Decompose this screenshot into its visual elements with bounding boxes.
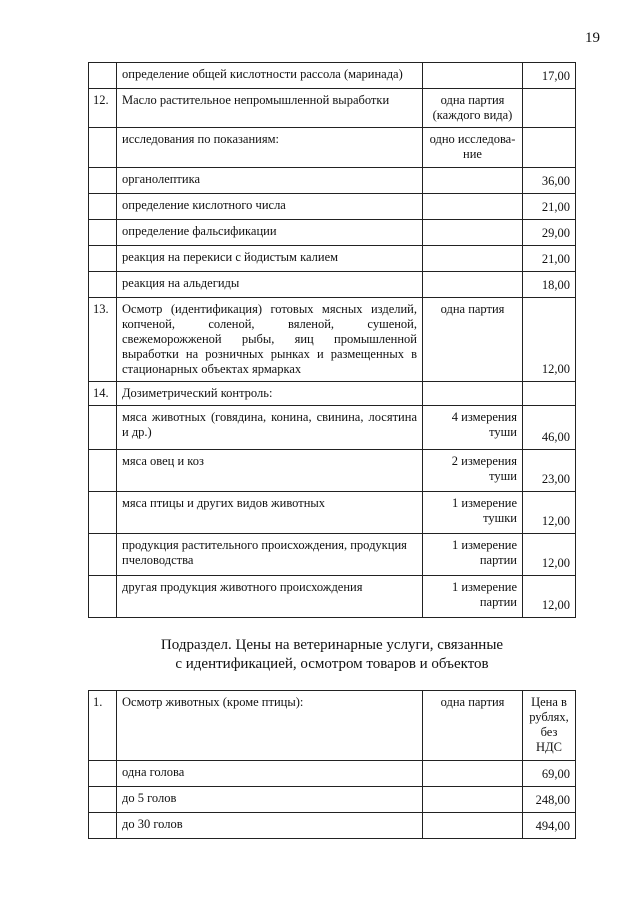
row-description: мяса птицы и других видов животных [117,492,423,534]
row-number [89,272,117,298]
row-number [89,246,117,272]
table-row [89,761,576,787]
row-description: до 30 голов [117,813,423,839]
row-description: другая продукция животного происхождения [117,576,423,618]
row-number [89,220,117,246]
row-unit [423,63,523,89]
row-number [89,406,117,450]
row-description: Дозиметрический контроль: [117,382,423,406]
row-unit: 1 измерение партии [423,576,523,618]
price-table-main [88,62,576,618]
table-row [89,63,576,89]
row-description: Масло растительное непромышленной выработки [117,89,423,128]
row-price: 36,00 [523,168,576,194]
row-number [89,168,117,194]
row-price: 46,00 [523,406,576,450]
row-description: исследования по показаниям: [117,128,423,168]
row-unit: одна партия [423,691,523,761]
row-number: 13. [89,298,117,382]
row-number [89,576,117,618]
row-unit [423,761,523,787]
row-price: 248,00 [523,787,576,813]
table-row [89,168,576,194]
table-row [89,450,576,492]
table-row [89,492,576,534]
row-unit [423,168,523,194]
row-price: 494,00 [523,813,576,839]
row-price: 12,00 [523,534,576,576]
row-description: определение кислотного числа [117,194,423,220]
table-row [89,298,576,382]
table-row [89,272,576,298]
row-number [89,813,117,839]
subtitle-line-2: с идентификацией, осмотром товаров и объектов [175,656,489,672]
table-row [89,576,576,618]
row-number [89,492,117,534]
row-unit: 2 измерения туши [423,450,523,492]
row-description: мяса овец и коз [117,450,423,492]
row-number [89,450,117,492]
table-row [89,382,576,406]
row-number [89,787,117,813]
row-price: 21,00 [523,194,576,220]
row-unit [423,246,523,272]
row-description: реакция на альдегиды [117,272,423,298]
row-number [89,128,117,168]
row-number [89,63,117,89]
row-description: определение общей кислотности рассола (маринада) [117,63,423,89]
row-number [89,194,117,220]
row-unit [423,813,523,839]
row-price: 12,00 [523,298,576,382]
row-unit [423,272,523,298]
row-price: 12,00 [523,492,576,534]
subtitle-line-1: Подраздел. Цены на ветеринарные услуги, связанные [160,637,504,653]
row-price: 29,00 [523,220,576,246]
table-row [89,89,576,128]
table-row [89,128,576,168]
row-price [523,89,576,128]
row-number [89,534,117,576]
row-unit: 1 измерение партии [423,534,523,576]
row-number: 1. [89,691,117,761]
table-row [89,194,576,220]
row-number: 12. [89,89,117,128]
row-description: до 5 голов [117,787,423,813]
row-unit: одно исследова-ние [423,128,523,168]
row-unit [423,787,523,813]
row-price: 21,00 [523,246,576,272]
row-description: мяса животных (говядина, конина, свинина, лосятина и др.) [117,406,423,450]
row-unit: одна партия [423,298,523,382]
row-description: Осмотр животных (кроме птицы): [117,691,423,761]
row-description: продукция растительного происхождения, продукция пчеловодства [117,534,423,576]
table-row [89,220,576,246]
row-price: 12,00 [523,576,576,618]
row-description: органолептика [117,168,423,194]
table-row [89,406,576,450]
row-unit [423,194,523,220]
row-unit [423,382,523,406]
page-number: 19 [585,30,600,46]
row-price: 17,00 [523,63,576,89]
row-description: Осмотр (идентификация) готовых мясных изделий, копченой, соленой, вяленой, сушеной, свежеморожженой рыбы, яиц промышленной выработки на розничных рынках и размещенных в стационарных объектах ярмарках [117,298,423,382]
row-price [523,382,576,406]
row-description: реакция на перекиси с йодистым калием [117,246,423,272]
section-subtitle [88,636,576,674]
table-row [89,534,576,576]
row-unit: 1 измерение тушки [423,492,523,534]
row-unit: одна партия (каждого вида) [423,89,523,128]
row-number [89,761,117,787]
row-description: определение фальсификации [117,220,423,246]
row-number: 14. [89,382,117,406]
price-table-inspection [88,690,576,839]
row-price [523,128,576,168]
price-column-header: Цена в рублях, без НДС [523,691,576,761]
row-price: 69,00 [523,761,576,787]
row-price: 18,00 [523,272,576,298]
table-row [89,691,576,761]
table-row [89,813,576,839]
row-description: одна голова [117,761,423,787]
row-unit: 4 измерения туши [423,406,523,450]
table-row [89,787,576,813]
row-price: 23,00 [523,450,576,492]
row-unit [423,220,523,246]
table-row [89,246,576,272]
